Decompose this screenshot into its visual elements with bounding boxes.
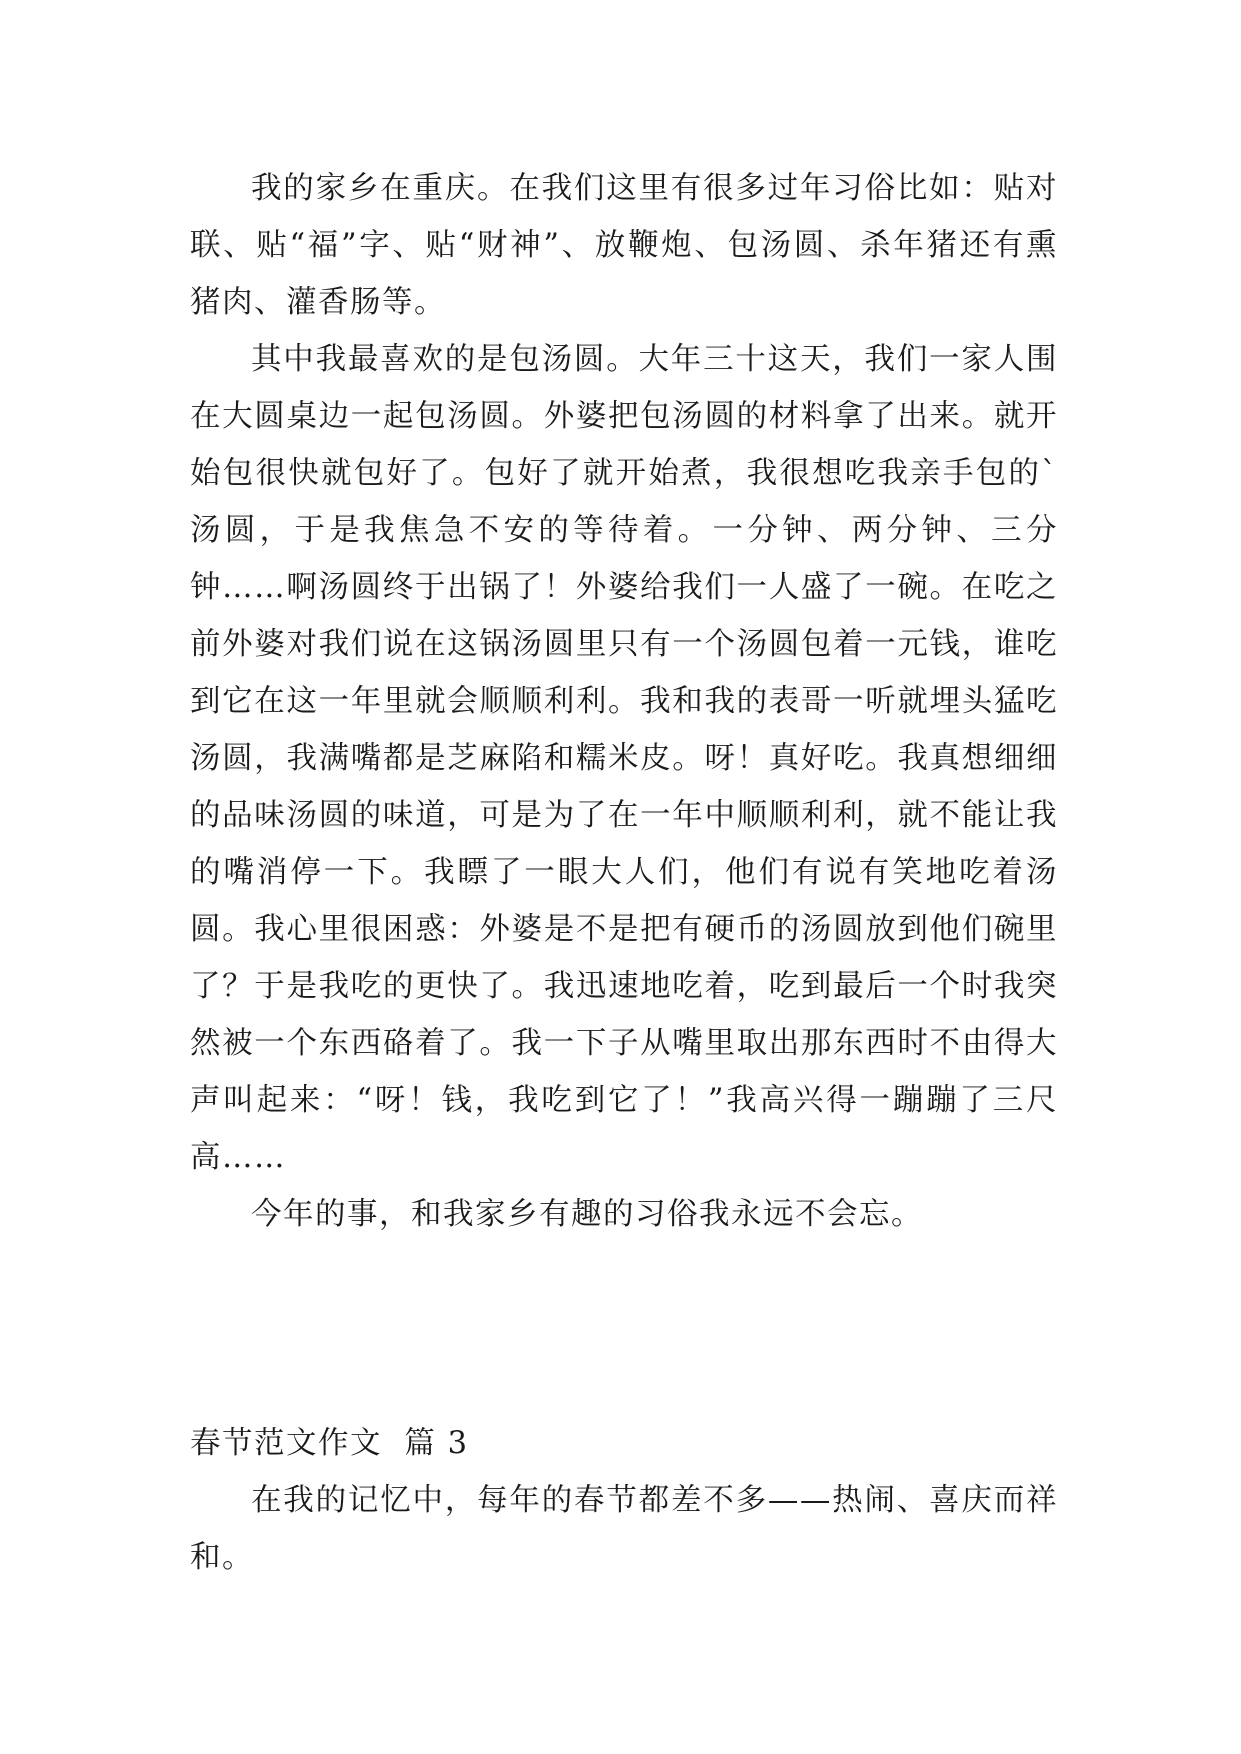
section-heading: 春节范文作文 篇 3 xyxy=(190,1426,469,1461)
paragraph-conclusion: 今年的事，和我家乡有趣的习俗我永远不会忘。 xyxy=(251,1197,923,1232)
paragraph-tangyuan: 其中我最喜欢的是包汤圆。大年三十这天，我们一家人围在大圆桌边一起包汤圆。外婆把包汤圆的材料拿了出来。就开始包很快就包好了。包好了就开始煮，我很想吃我亲手包的`汤圆，于是我焦急不安的等待着。一分钟、两分钟、三分钟……啊汤圆终于出锅了！外婆给我们一人盛了一碗。在吃之前外婆对我们说在这锅汤圆里只有一个汤圆包着一元钱，谁吃到它在这一年里就会顺顺利利。我和我的表哥一听就埋头猛吃汤圆，我满嘴都是芝麻陷和糯米皮。呀！真好吃。我真想细细的品味汤圆的味道，可是为了在一年中顺顺利利，就不能让我的嘴消停一下。我瞟了一眼大人们，他们有说有笑地吃着汤圆。我心里很困惑：外婆是不是把有硬币的汤圆放到他们碗里了？于是我吃的更快了。我迅速地吃着，吃到最后一个时我突然被一个东西硌着了。我一下子从嘴里取出那东西时不由得大声叫起来：“呀！钱，我吃到它了！”我高兴得一蹦蹦了三尺高…… xyxy=(190,342,1058,1175)
section-spacer xyxy=(190,1243,1058,1415)
document-body xyxy=(190,160,1058,1586)
paragraph-hometown: 我的家乡在重庆。在我们这里有很多过年习俗比如：贴对联、贴“福”字、贴“财神”、放鞭炮、包汤圆、杀年猪还有熏猪肉、灌香肠等。 xyxy=(190,171,1058,320)
paragraph-memory: 在我的记忆中，每年的春节都差不多——热闹、喜庆而祥和。 xyxy=(190,1483,1058,1575)
